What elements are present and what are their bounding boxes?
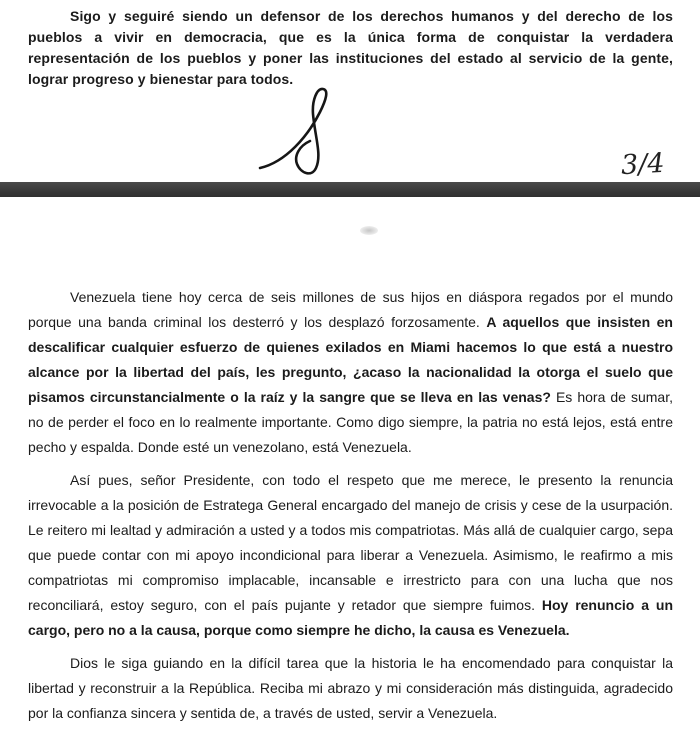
scan-smudge-artifact [360,226,378,235]
handwritten-page-number: 3/4 [619,147,665,182]
bold-text-run: Hoy renuncio a un cargo, pero no a la causa, porque como siempre he dicho, la causa es Venezuela. [28,597,673,638]
closing-paragraph: Sigo y seguiré siendo un defensor de los derechos humanos y del derecho de los pueblos a vivir en democracia, que es la única forma de conquistar la verdadera representación de los pueblos y poner las instituciones del estado al servicio de la gente, lograr progreso y bienestar para todos. [28,8,673,87]
signature-icon [252,82,372,180]
text-run: Así pues, señor Presidente, con todo el respeto que me merece, le presento la renuncia irrevocable a la posición de Estratega General encargado del manejo de crisis y cese de la usurpación. Le reitero mi lealtad y admiración a usted y a todos mis compatriotas. Más allá de cualquier cargo, sepa que puede contar con mi apoyo incondicional para liberar a Venezuela. Asimismo, le reafirmo a mis compatriotas mi compromiso implacable, incansable e irrestricto para con una lucha que nos reconciliará, estoy seguro, con el país pujante y retador que siempre fuimos. [28,472,673,613]
signature-row [0,90,700,182]
page-divider-band [0,182,700,197]
letter-paragraph [28,651,673,726]
text-run: Dios le siga guiando en la difícil tarea que la historia le ha encomendado para conquistar la libertad y reconstruir a la República. Reciba mi abrazo y mi consideración más distinguida, agradecido por la confianza sincera y sentida de, a través de usted, servir a Venezuela. [28,655,673,721]
text-run: Venezuela tiene hoy cerca de seis millones de sus hijos en diáspora regados por el mundo porque una banda criminal los desterró y los desplazó forzosamente. [28,289,673,330]
letter-paragraph [28,468,673,643]
page-4-fragment [0,285,700,726]
page-4-body [28,285,673,726]
bold-text-run: A aquellos que insisten en descalificar cualquier esfuerzo de quienes exilados en Miami hacemos lo que está a nuestro alcance por la libertad del país, les pregunto, ¿acaso la nacionalidad la otorga el suelo que pisamos circunstancialmente o la raíz y la sangre que se lleva en las venas? [28,314,673,405]
text-run: Es hora de sumar, no de perder el foco en lo realmente importante. Como digo siempre, la patria no está lejos, está entre pecho y espalda. Donde esté un venezolano, está Venezuela. [28,389,673,455]
letter-paragraph [28,285,673,460]
page-3-fragment [0,6,700,182]
